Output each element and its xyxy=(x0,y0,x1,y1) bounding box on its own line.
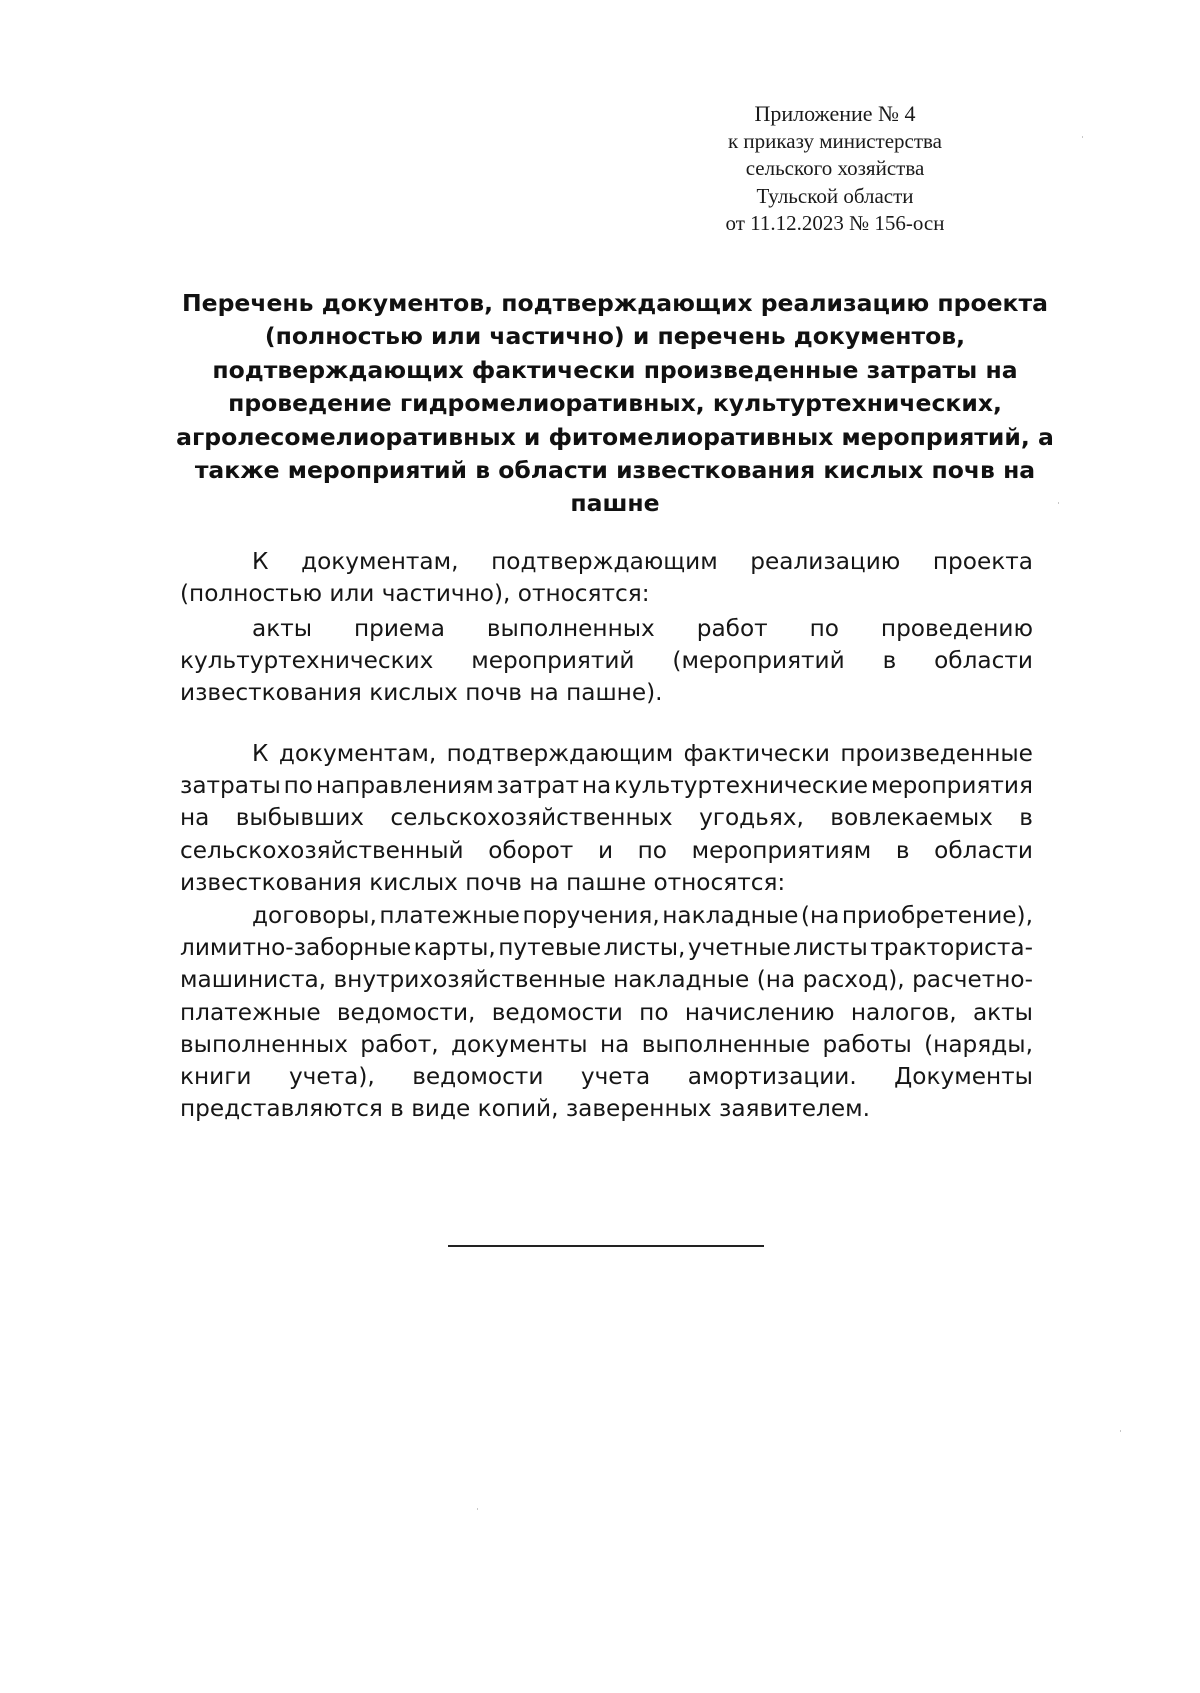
body-line xyxy=(180,1029,1033,1061)
body-word: учета), xyxy=(288,1062,375,1090)
body-line xyxy=(180,546,1033,578)
body-word: направлениям xyxy=(315,772,494,800)
body-word: машиниста, xyxy=(180,966,327,994)
title-line: (полностью или частично) и перечень документов, xyxy=(264,322,966,351)
body-word: мероприятия xyxy=(870,772,1033,800)
title-line: подтверждающих фактически произведенные затраты на xyxy=(212,355,1018,384)
paragraph-document-list xyxy=(180,900,1033,1125)
body-word: платежные xyxy=(379,902,520,929)
body-word: проекта xyxy=(932,548,1033,575)
body-word: фактически xyxy=(683,740,830,767)
appendix-ministry-line: сельского хозяйства xyxy=(745,156,925,180)
body-word: амортизации. xyxy=(687,1062,857,1090)
body-word: (мероприятий xyxy=(672,647,845,675)
body-word: выполненных xyxy=(180,1030,348,1058)
body-word: документам, xyxy=(278,740,437,767)
appendix-region-line: Тульской области xyxy=(756,183,914,208)
body-word: реализацию xyxy=(750,548,901,575)
body-word: затраты xyxy=(180,772,281,800)
body-word: налогов, xyxy=(850,998,957,1026)
body-word: на xyxy=(180,804,210,832)
body-line xyxy=(180,802,1033,834)
body-word: расход), xyxy=(802,966,905,994)
body-word: поручения, xyxy=(522,902,660,929)
body-line: (полностью или частично), относятся: xyxy=(180,580,650,608)
body-word: подтверждающим xyxy=(446,740,674,767)
scan-speck xyxy=(1082,136,1083,138)
body-word: по xyxy=(283,772,313,800)
document-title xyxy=(175,287,1055,521)
body-word: листы, xyxy=(603,934,686,962)
body-word: платежные xyxy=(180,998,321,1026)
body-word: угодьях, xyxy=(699,804,804,832)
body-word: тракториста- xyxy=(870,934,1033,962)
body-word: приобретение), xyxy=(841,902,1033,929)
body-word: культуртехнических xyxy=(180,647,434,675)
body-word: К xyxy=(252,548,269,575)
body-word: мероприятиям xyxy=(691,836,872,864)
body-word: документы xyxy=(450,1030,588,1058)
body-word: (на xyxy=(756,966,796,994)
body-word: области xyxy=(934,836,1033,864)
body-word: затрат xyxy=(496,772,580,800)
body-word: по xyxy=(637,836,667,864)
body-word: культуртехнические xyxy=(614,772,868,800)
body-line: представляются в виде копий, заверенных заявителем. xyxy=(180,1095,870,1123)
body-word: в xyxy=(1019,804,1033,832)
body-word: договоры, xyxy=(252,902,377,929)
body-word: внутрихозяйственные xyxy=(333,966,606,994)
appendix-order-line: к приказу министерства xyxy=(727,128,943,153)
body-line xyxy=(180,613,1033,645)
body-word: области xyxy=(934,647,1033,675)
body-word: накладные xyxy=(662,902,799,929)
body-word: работ xyxy=(696,615,768,642)
body-word: учетные xyxy=(687,934,791,962)
body-word: документам, xyxy=(301,548,459,575)
body-word: в xyxy=(882,647,897,675)
body-word: расчетно- xyxy=(912,966,1033,994)
paragraph-cost-documents xyxy=(180,738,1033,899)
title-line: пашне xyxy=(570,489,660,518)
title-line: Перечень документов, подтверждающих реализацию проекта xyxy=(182,289,1048,317)
scan-speck xyxy=(477,1508,478,1510)
body-word: (на xyxy=(800,902,840,929)
body-word: подтверждающим xyxy=(491,548,718,575)
appendix-label: Приложение № 4 xyxy=(754,101,916,126)
body-word: на xyxy=(599,1030,630,1058)
body-word: проведению xyxy=(880,615,1033,642)
paragraph-project-documents xyxy=(180,546,1033,610)
body-line xyxy=(180,1061,1033,1093)
body-word: ведомости xyxy=(412,1062,544,1090)
body-word: акты xyxy=(972,998,1033,1026)
body-word: акты xyxy=(252,615,313,642)
body-word: Документы xyxy=(894,1062,1033,1090)
body-line xyxy=(180,964,1033,996)
body-word: вовлекаемых xyxy=(830,804,993,832)
body-line xyxy=(180,900,1033,932)
body-line xyxy=(180,835,1033,867)
paragraph-acceptance-acts xyxy=(180,613,1033,710)
body-word: выбывших xyxy=(235,804,365,832)
scan-speck xyxy=(1120,1430,1121,1432)
body-line: известкования кислых почв на пашне). xyxy=(180,679,663,707)
body-word: оборот xyxy=(488,836,574,864)
body-word: ведомости, xyxy=(336,998,476,1026)
body-line xyxy=(180,645,1033,677)
body-word: ведомости xyxy=(491,998,623,1026)
body-word: карты, xyxy=(413,934,496,962)
closing-rule xyxy=(448,1245,764,1247)
body-word: накладные xyxy=(613,966,750,994)
title-line: проведение гидромелиоративных, культуртехнических, xyxy=(228,389,1002,418)
appendix-header xyxy=(690,100,980,238)
body-word: мероприятий xyxy=(471,647,635,675)
body-word: сельскохозяйственный xyxy=(180,836,464,864)
body-word: и xyxy=(597,836,614,864)
body-line xyxy=(180,997,1033,1029)
body-word: выполненные xyxy=(641,1030,811,1058)
scan-speck xyxy=(1058,502,1059,504)
body-word: путевые xyxy=(498,934,602,962)
body-line: известкования кислых почв на пашне относятся: xyxy=(180,868,786,896)
body-word: книги xyxy=(180,1062,252,1090)
body-line xyxy=(180,932,1033,964)
body-word: листы xyxy=(793,934,868,962)
body-word: сельскохозяйственных xyxy=(390,804,673,832)
body-word: на xyxy=(581,772,612,800)
body-word: выполненных xyxy=(486,615,655,642)
body-word: по xyxy=(809,615,839,642)
body-word: работ, xyxy=(360,1030,439,1058)
body-word: произведенные xyxy=(840,740,1033,767)
body-word: начислению xyxy=(684,998,835,1026)
appendix-date-number-line: от 11.12.2023 № 156-осн xyxy=(725,211,945,235)
body-word: по xyxy=(639,998,669,1026)
body-word: К xyxy=(252,740,269,767)
title-line: агролесомелиоративных и фитомелиоративных мероприятий, а xyxy=(176,422,1054,451)
body-word: работы xyxy=(822,1030,912,1058)
body-word: учета xyxy=(580,1062,651,1090)
title-line: также мероприятий в области известкования кислых почв на xyxy=(194,456,1036,485)
body-word: лимитно-заборные xyxy=(180,934,412,962)
body-word: приема xyxy=(353,615,445,642)
body-word: в xyxy=(895,836,910,864)
body-line xyxy=(180,738,1033,770)
body-word: (наряды, xyxy=(924,1030,1033,1058)
body-line xyxy=(180,770,1033,802)
